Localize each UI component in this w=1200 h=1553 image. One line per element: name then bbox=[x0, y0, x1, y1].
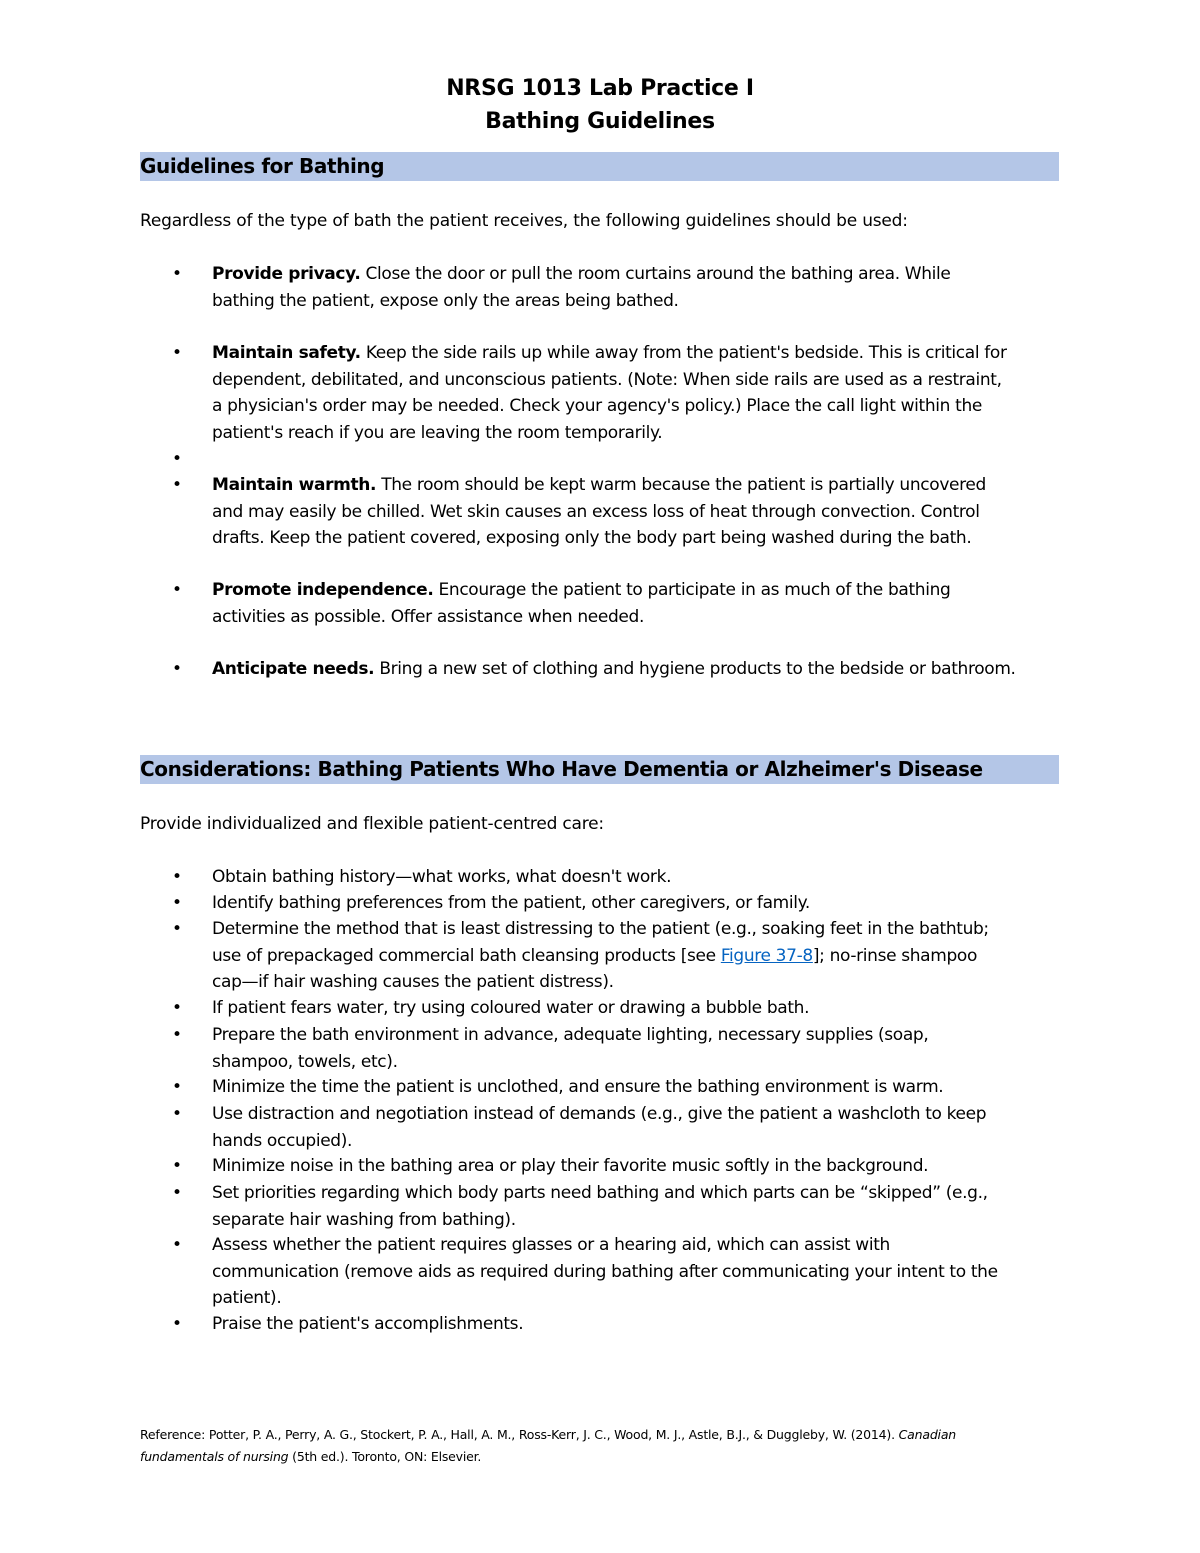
bullet-icon: • bbox=[172, 1183, 182, 1203]
bullet-icon: • bbox=[172, 343, 182, 363]
list-item: • Minimize the time the patient is unclothed, and ensure the bathing environment is warm. bbox=[172, 1074, 1062, 1101]
list-item: • Determine the method that is least distressing to the patient (e.g., soaking feet in the bathtub; use of prepackaged commercial bath cleansing products [see Figure 37-8]; no-rinse shampoo cap—if hair washing causes the patient distress). bbox=[172, 916, 1062, 996]
list-item: • Use distraction and negotiation instead of demands (e.g., give the patient a washcloth to keep hands occupied). bbox=[172, 1101, 1062, 1154]
document-subtitle: Bathing Guidelines bbox=[485, 109, 715, 134]
list-item: • If patient fears water, try using coloured water or drawing a bubble bath. bbox=[172, 995, 1062, 1022]
bullet-icon: • bbox=[172, 1314, 182, 1334]
bullet-icon: • bbox=[172, 1077, 182, 1097]
list-item: • Maintain warmth. The room should be kept warm because the patient is partially uncovered and may easily be chilled. Wet skin causes an excess loss of heat through convection. Control drafts. Keep the patient covered, exposing only the body part being washed during the bath. bbox=[172, 472, 1062, 552]
bullet-icon: • bbox=[172, 1235, 182, 1255]
list-item: • Prepare the bath environment in advance, adequate lighting, necessary supplies (soap, shampoo, towels, etc). bbox=[172, 1022, 1062, 1075]
list-item: • Anticipate needs. Bring a new set of clothing and hygiene products to the bedside or bathroom. bbox=[172, 656, 1062, 683]
bullet-icon: • bbox=[172, 659, 182, 679]
list-item: • Promote independence. Encourage the patient to participate in as much of the bathing activities as possible. Offer assistance when needed. bbox=[172, 577, 1062, 630]
section1-intro: Regardless of the type of bath the patient receives, the following guidelines should be used: bbox=[140, 211, 908, 231]
list-item: • Provide privacy. Close the door or pull the room curtains around the bathing area. While bathing the patient, expose only the areas being bathed. bbox=[172, 261, 1062, 314]
bullet-icon: • bbox=[172, 893, 182, 913]
section-heading-dementia: Considerations: Bathing Patients Who Have Dementia or Alzheimer's Disease bbox=[140, 755, 1059, 784]
list-item: • Minimize noise in the bathing area or play their favorite music softly in the background. bbox=[172, 1153, 1062, 1180]
bullet-icon: • bbox=[172, 449, 182, 469]
list-item: • Assess whether the patient requires glasses or a hearing aid, which can assist with communication (remove aids as required during bathing after communicating your intent to the patient). bbox=[172, 1232, 1062, 1312]
bullet-icon: • bbox=[172, 998, 182, 1018]
bullet-icon: • bbox=[172, 264, 182, 284]
bullet-icon: • bbox=[172, 919, 182, 939]
bullet-icon: • bbox=[172, 1025, 182, 1045]
figure-link[interactable]: Figure 37-8 bbox=[720, 945, 813, 966]
bullet-icon: • bbox=[172, 1104, 182, 1124]
reference-citation: Reference: Potter, P. A., Perry, A. G., Stockert, P. A., Hall, A. M., Ross-Kerr, J. C., Wood, M. J., Astle, B.J., & Duggleby, W. (2014). Canadian fundamentals of nursing (5th ed.). Toronto, ON: Elsevier. bbox=[140, 1427, 957, 1464]
list-item: • Identify bathing preferences from the patient, other caregivers, or family. bbox=[172, 890, 1062, 917]
list-item: • Praise the patient's accomplishments. bbox=[172, 1311, 1062, 1338]
list-item: • Obtain bathing history—what works, what doesn't work. bbox=[172, 864, 1062, 891]
section-heading-guidelines: Guidelines for Bathing bbox=[140, 152, 1059, 181]
bullet-icon: • bbox=[172, 475, 182, 495]
list-item: • Set priorities regarding which body parts need bathing and which parts can be “skipped” (e.g., separate hair washing from bathing). bbox=[172, 1180, 1062, 1233]
bullet-icon: • bbox=[172, 1156, 182, 1176]
bullet-icon: • bbox=[172, 580, 182, 600]
list-item: • Maintain safety. Keep the side rails up while away from the patient's bedside. This is critical for dependent, debilitated, and unconscious patients. (Note: When side rails are used as a restraint, a physician's order may be needed. Check your agency's policy.) Place the call light within the patient's reach if you are leaving the room temporarily. bbox=[172, 340, 1062, 446]
section2-intro: Provide individualized and flexible patient-centred care: bbox=[140, 814, 604, 834]
document-title: NRSG 1013 Lab Practice I bbox=[446, 76, 754, 101]
bullet-icon: • bbox=[172, 867, 182, 887]
